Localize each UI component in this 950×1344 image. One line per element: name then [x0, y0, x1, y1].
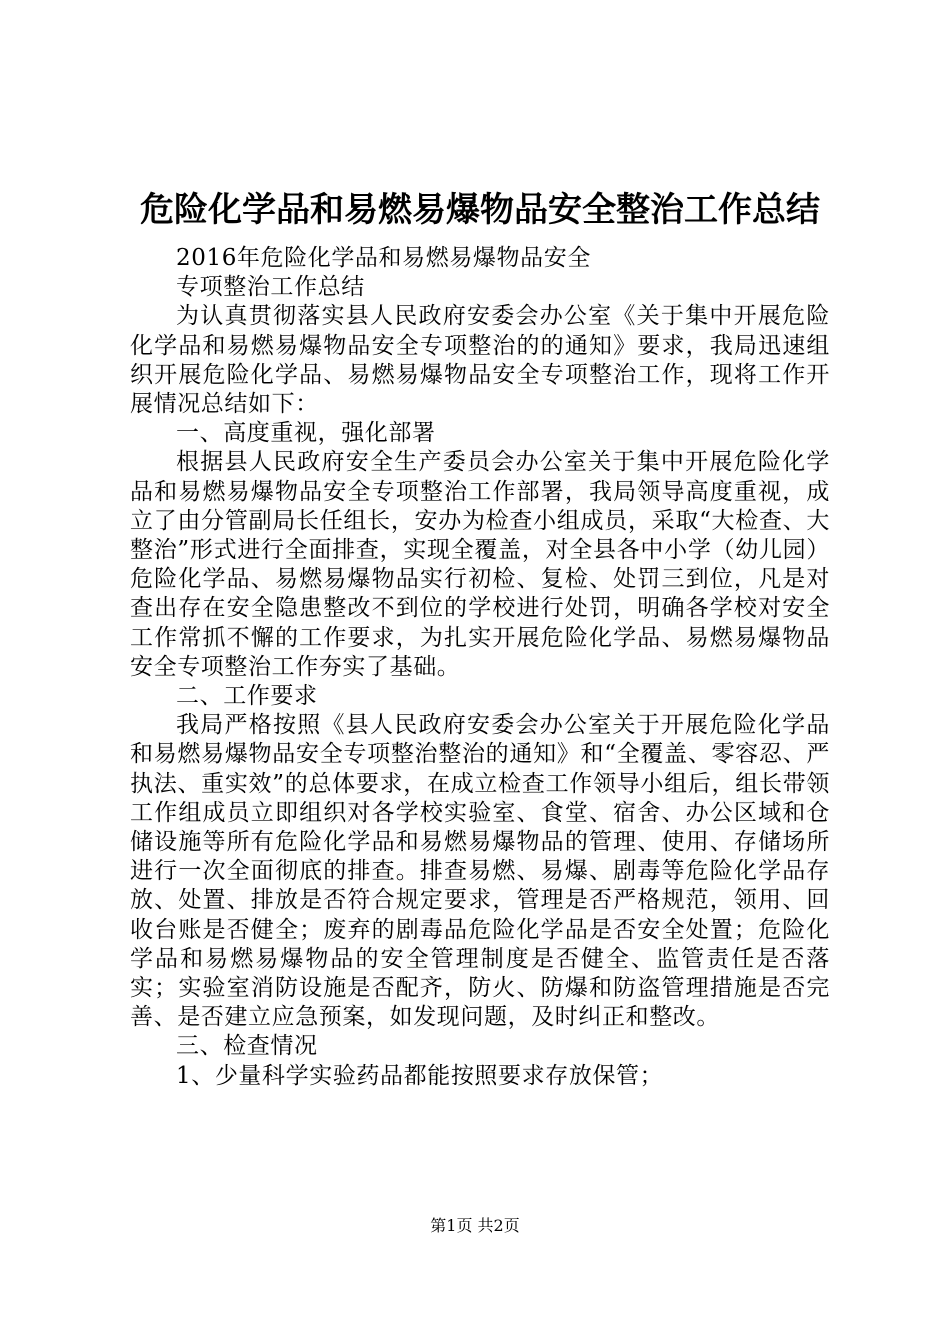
- section-2-paragraph: 我局严格按照《县人民政府安委会办公室关于开展危险化学品和易燃易爆物品安全专项整治整治的通知》和“全覆盖、零容忍、严执法、重实效”的总体要求，在成立检查工作领导小组后，组长带领工作组成员立即组织对各学校实验室、食堂、宿舍、办公区域和仓储设施等所有危险化学品和易燃易爆物品的管理、使用、存储场所进行一次全面彻底的排查。排查易燃、易爆、剧毒等危险化学品存放、处置、排放是否符合规定要求，管理是否严格规范，领用、回收台账是否健全；废弃的剧毒品危险化学品是否安全处置；危险化学品和易燃易爆物品的安全管理制度是否健全、监管责任是否落实；实验室消防设施是否配齐，防火、防爆和防盗管理措施是否完善、是否建立应急预案，如发现问题，及时纠正和整改。: [130, 712, 830, 1031]
- section-heading-2: 二、工作要求: [176, 683, 318, 710]
- section-heading-3: 三、检查情况: [176, 1033, 318, 1060]
- subtitle-line-2: 专项整治工作总结: [176, 274, 365, 301]
- section-3-item-1: 1、少量科学实验药品都能按照要求存放保管；: [176, 1062, 664, 1089]
- page-footer: 第1页 共2页: [430, 1216, 520, 1235]
- section-heading-1: 一、高度重视，强化部署: [176, 420, 436, 447]
- document-title: 危险化学品和易燃易爆物品安全整治工作总结: [140, 190, 820, 230]
- section-1-paragraph: 根据县人民政府安全生产委员会办公室关于集中开展危险化学品和易燃易爆物品安全专项整治工作部署，我局领导高度重视，成立了由分管副局长任组长，安办为检查小组成员，采取“大检查、大整治”形式进行全面排查，实现全覆盖，对全县各中小学（幼儿园）危险化学品、易燃易爆物品实行初检、复检、处罚三到位，凡是对查出存在安全隐患整改不到位的学校进行处罚，明确各学校对安全工作常抓不懈的工作要求，为扎实开展危险化学品、易燃易爆物品安全专项整治工作夯实了基础。: [130, 449, 830, 680]
- subtitle-line-1: 2016年危险化学品和易燃易爆物品安全: [176, 245, 591, 271]
- intro-paragraph: 为认真贯彻落实县人民政府安委会办公室《关于集中开展危险化学品和易燃易爆物品安全专项整治的的通知》要求，我局迅速组织开展危险化学品、易燃易爆物品安全专项整治工作，现将工作开展情况总结如下：: [130, 303, 830, 418]
- document-page: [130, 182, 830, 1091]
